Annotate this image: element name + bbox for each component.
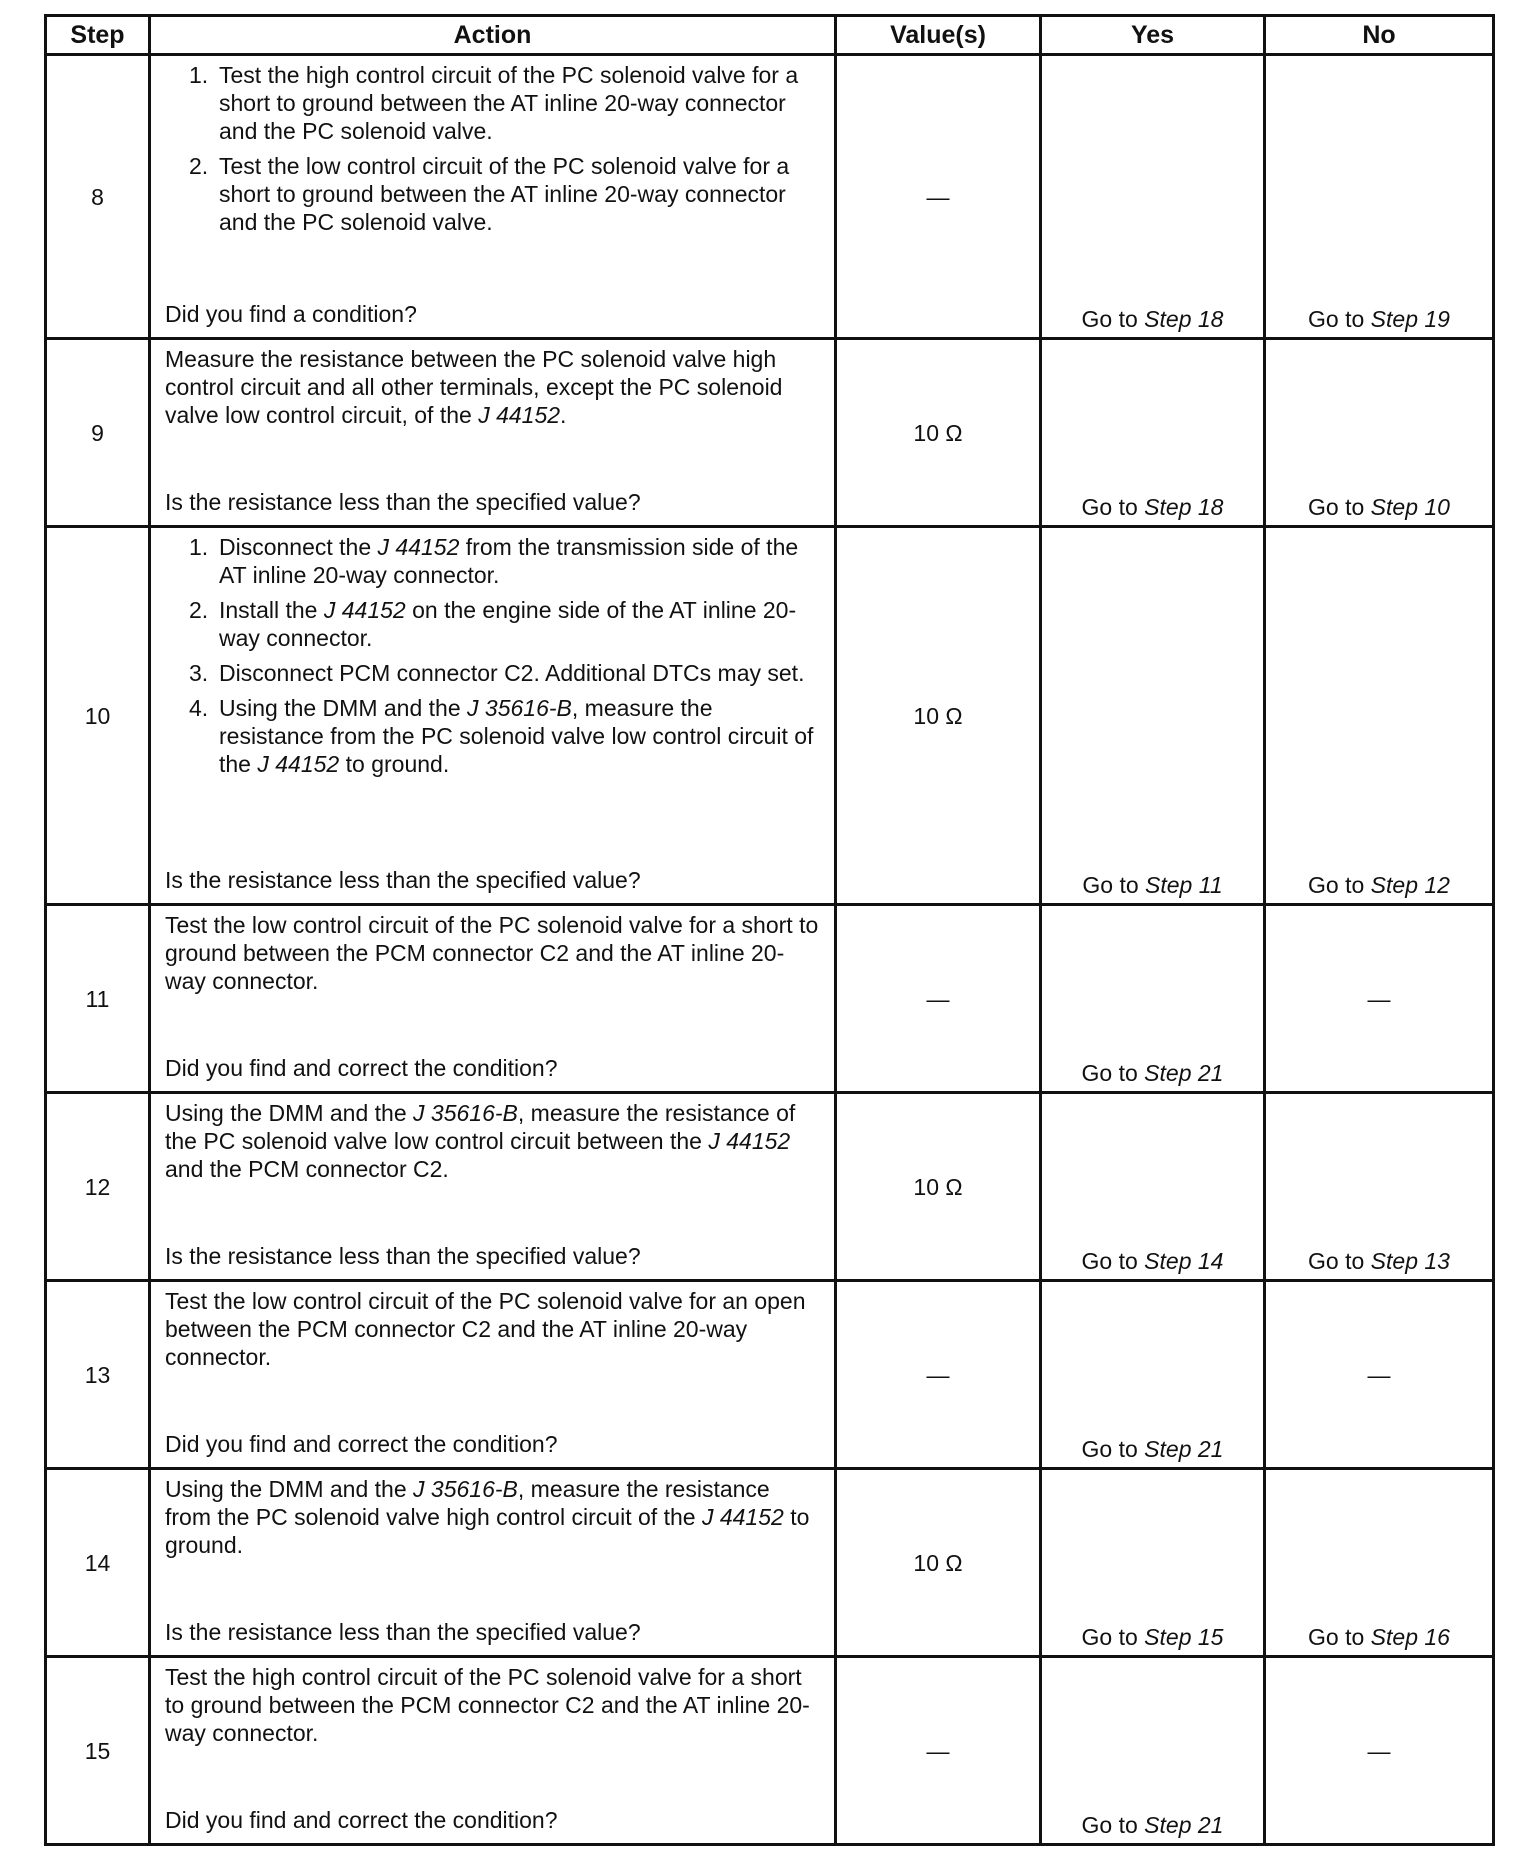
action-cell [150,1657,836,1845]
step-number: 15 [46,1657,150,1845]
yes-cell: Go to Step 21 [1041,1281,1265,1469]
action-question: Did you find a condition? [165,301,417,327]
value-cell: — [836,1657,1041,1845]
table-row [46,527,1494,905]
no-cell: Go to Step 13 [1265,1093,1494,1281]
yes-cell: Go to Step 18 [1041,55,1265,339]
table-row [46,339,1494,527]
action-cell [150,339,836,527]
action-text: Test the low control circuit of the PC solenoid valve for an open between the PCM connector C2 and the AT inline 20-way connector. [165,1288,806,1370]
action-text: Using the DMM and the J 35616-B, measure the resistance of the PC solenoid valve low control circuit between the J 44152 and the PCM connector C2. [165,1100,796,1182]
header-yes: Yes [1041,16,1265,55]
value-cell: 10 Ω [836,1469,1041,1657]
value-cell: 10 Ω [836,1093,1041,1281]
no-cell: Go to Step 16 [1265,1469,1494,1657]
yes-cell: Go to Step 21 [1041,1657,1265,1845]
value-cell: 10 Ω [836,527,1041,905]
action-cell [150,55,836,339]
action-step: 4. Using the DMM and the J 35616-B, measure the resistance from the PC solenoid valve low control circuit of the J 44152 to ground. [189,695,814,777]
value-cell: — [836,1281,1041,1469]
header-values: Value(s) [836,16,1041,55]
header-no: No [1265,16,1494,55]
action-text: Measure the resistance between the PC solenoid valve high control circuit and all other terminals, except the PC solenoid valve low control circuit, of the J 44152. [165,346,783,428]
action-question: Is the resistance less than the specified value? [165,489,641,515]
action-step: 2. Test the low control circuit of the PC solenoid valve for a short to ground between the AT inline 20-way connector and the PC solenoid valve. [189,153,790,235]
yes-cell: Go to Step 15 [1041,1469,1265,1657]
yes-cell: Go to Step 18 [1041,339,1265,527]
action-question: Is the resistance less than the specified value? [165,867,641,893]
action-question: Did you find and correct the condition? [165,1055,558,1081]
step-number: 14 [46,1469,150,1657]
action-question: Is the resistance less than the specified value? [165,1243,641,1269]
action-step: 2. Install the J 44152 on the engine side of the AT inline 20-way connector. [189,597,797,651]
step-number: 10 [46,527,150,905]
action-cell [150,527,836,905]
step-number: 8 [46,55,150,339]
action-cell [150,905,836,1093]
header-row [46,16,1494,55]
no-cell: — [1265,905,1494,1093]
yes-cell: Go to Step 21 [1041,905,1265,1093]
table-row [46,55,1494,339]
action-step: 3. Disconnect PCM connector C2. Additional DTCs may set. [189,660,805,686]
action-cell [150,1093,836,1281]
action-cell [150,1469,836,1657]
action-text: Test the high control circuit of the PC solenoid valve for a short to ground between the PCM connector C2 and the AT inline 20-way connector. [165,1664,810,1746]
step-number: 12 [46,1093,150,1281]
yes-cell: Go to Step 11 [1041,527,1265,905]
table-row [46,1469,1494,1657]
action-text: Test the low control circuit of the PC solenoid valve for a short to ground between the PCM connector C2 and the AT inline 20-way connector. [165,912,819,994]
action-steps [165,61,822,243]
step-number: 11 [46,905,150,1093]
table-row [46,1093,1494,1281]
action-cell [150,1281,836,1469]
value-cell: — [836,55,1041,339]
no-cell: — [1265,1281,1494,1469]
action-step: 1. Test the high control circuit of the PC solenoid valve for a short to ground between the AT inline 20-way connector and the PC solenoid valve. [189,62,799,144]
table-row [46,1281,1494,1469]
table-row [46,1657,1494,1845]
action-question: Did you find and correct the condition? [165,1807,558,1833]
no-cell: Go to Step 12 [1265,527,1494,905]
action-step: 1. Disconnect the J 44152 from the transmission side of the AT inline 20-way connector. [189,534,799,588]
action-question: Is the resistance less than the specified value? [165,1619,641,1645]
table-row [46,905,1494,1093]
no-cell: Go to Step 19 [1265,55,1494,339]
diagnostic-table [44,14,1495,1846]
header-action: Action [150,16,836,55]
no-cell: Go to Step 10 [1265,339,1494,527]
step-number: 13 [46,1281,150,1469]
step-number: 9 [46,339,150,527]
yes-cell: Go to Step 14 [1041,1093,1265,1281]
value-cell: 10 Ω [836,339,1041,527]
diagnostic-table-page [44,14,1492,1846]
header-step: Step [46,16,150,55]
action-text: Using the DMM and the J 35616-B, measure the resistance from the PC solenoid valve high control circuit of the J 44152 to ground. [165,1476,810,1558]
action-question: Did you find and correct the condition? [165,1431,558,1457]
value-cell: — [836,905,1041,1093]
action-steps [165,533,822,785]
no-cell: — [1265,1657,1494,1845]
